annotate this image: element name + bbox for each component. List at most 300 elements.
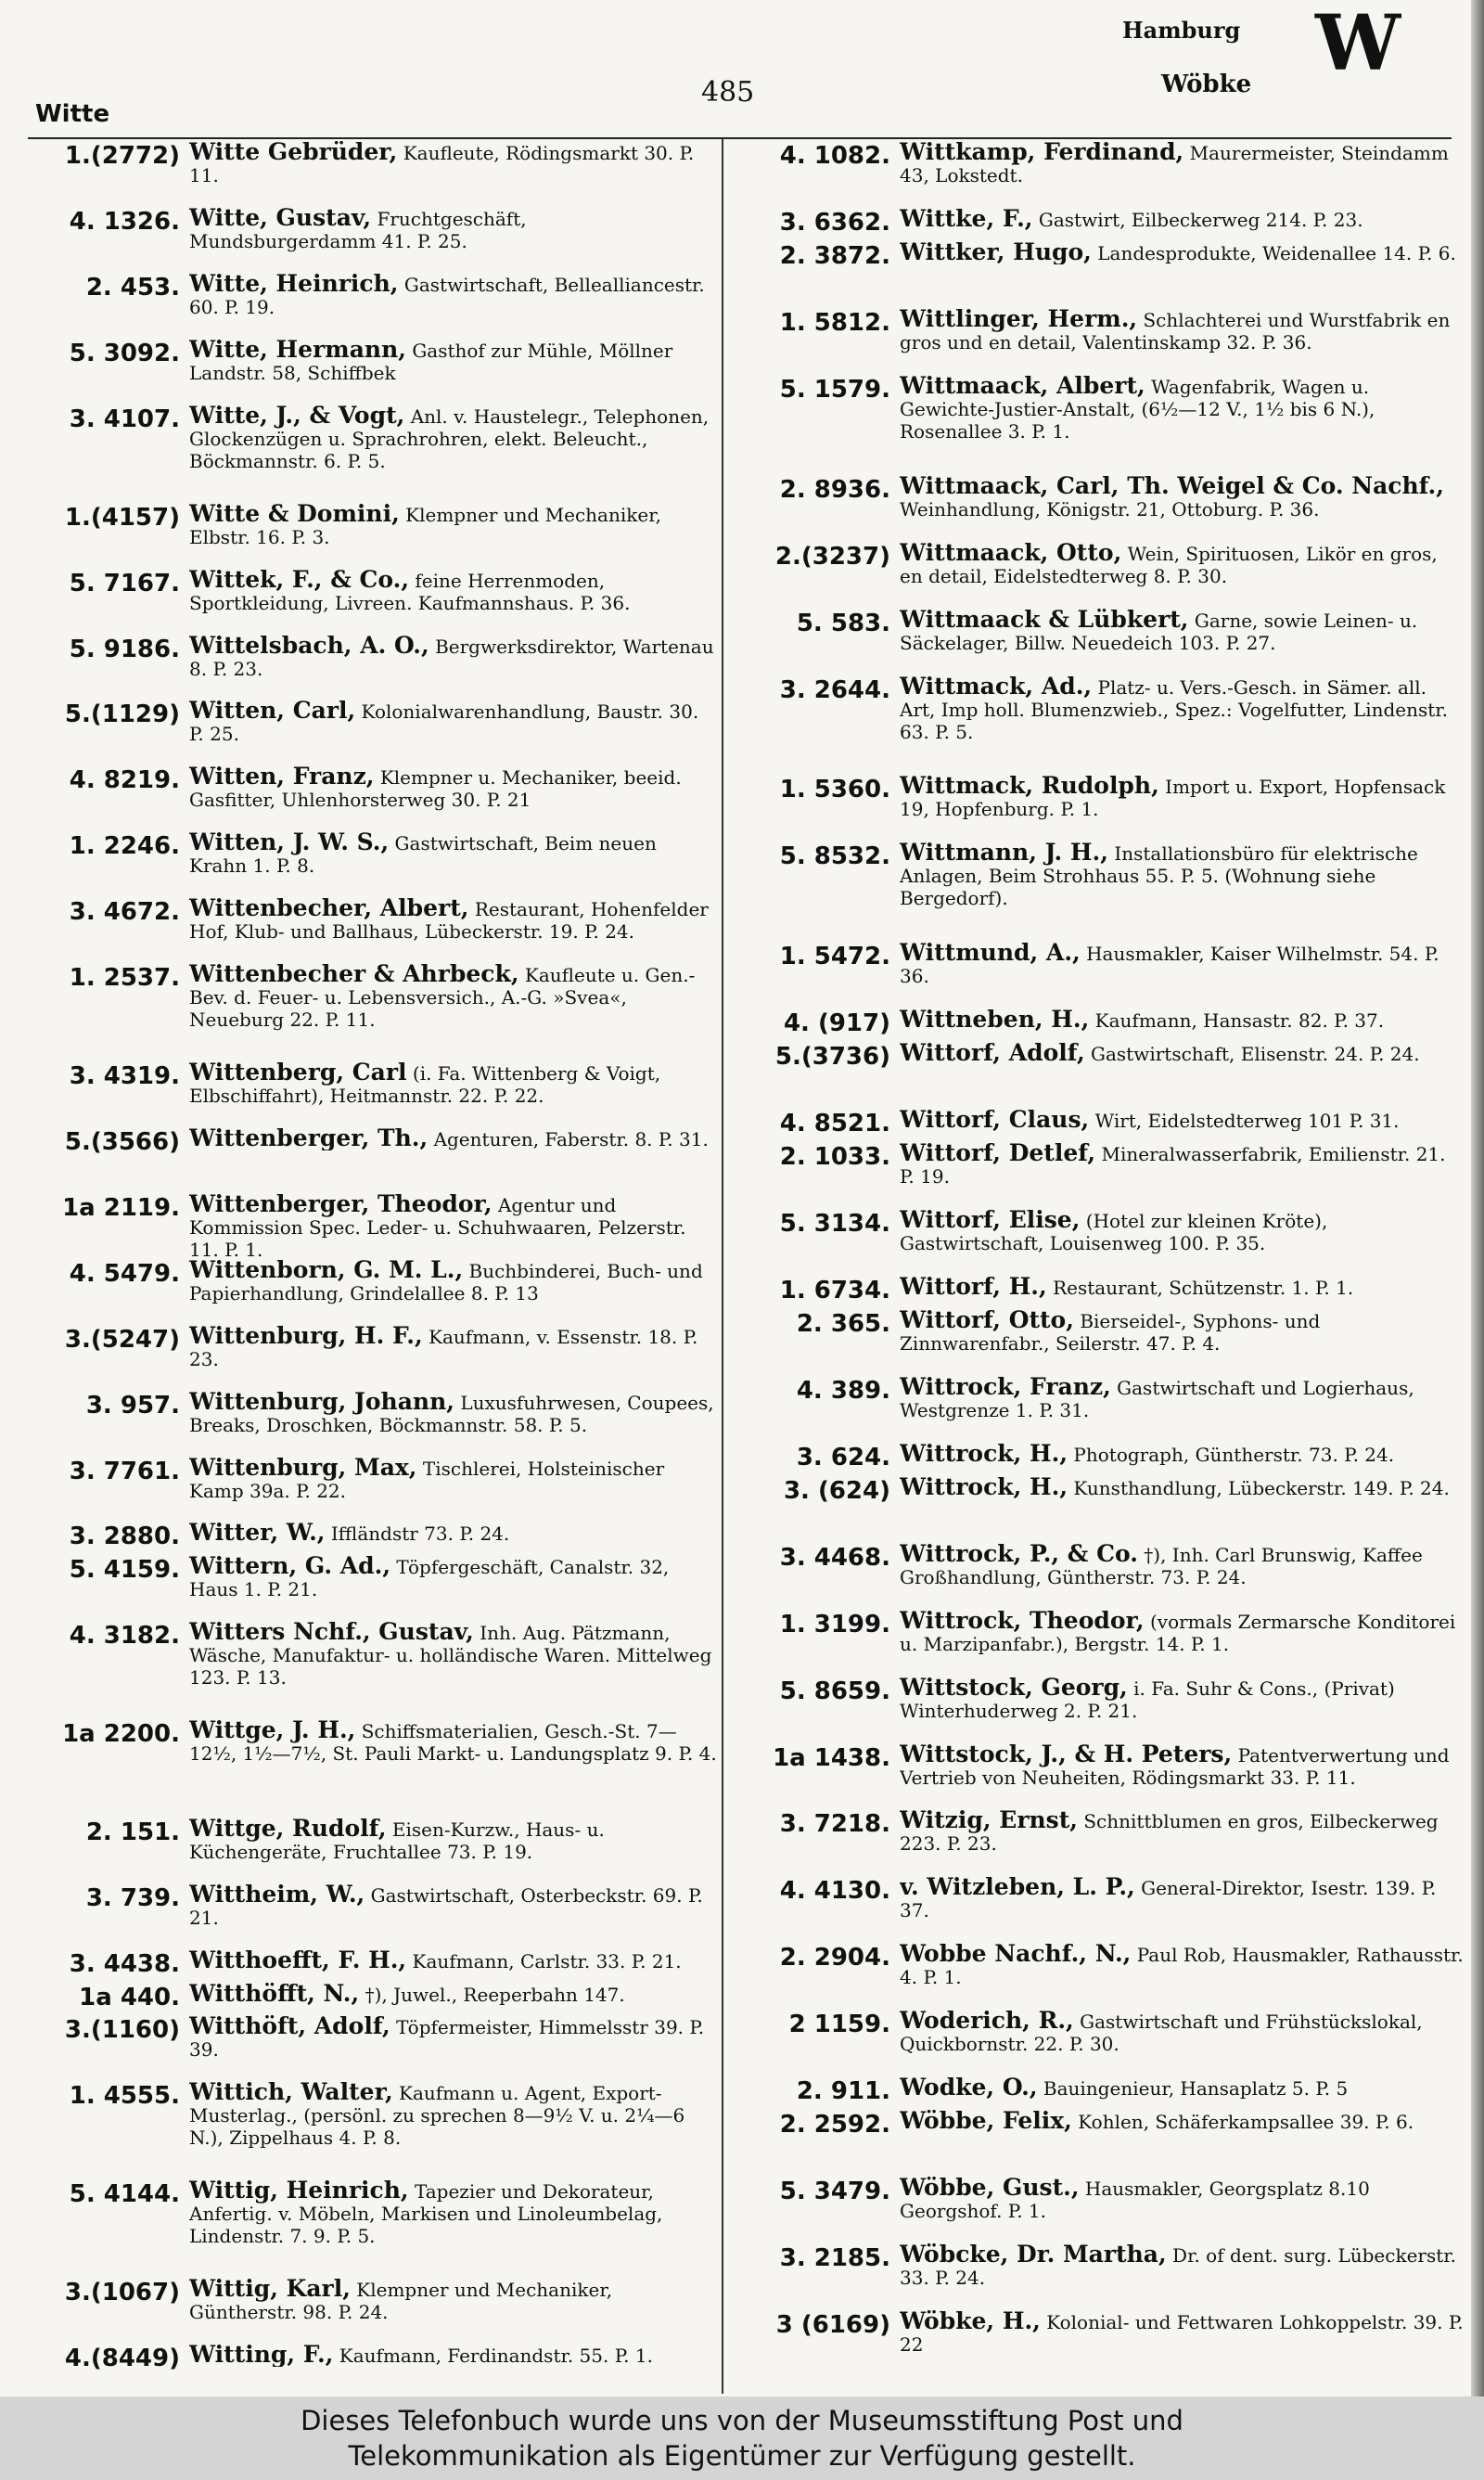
directory-entry <box>32 963 718 1061</box>
directory-entry <box>32 207 718 273</box>
directory-entry <box>742 2110 1465 2177</box>
entry-details: Restaurant, Hohenfelder Hof, Klub- und Ballhaus, Lübeckerstr. 19. P. 24. <box>189 898 709 944</box>
entry-details: Kolonial- und Fettwaren Lohkoppelstr. 39. P. 22 <box>900 2310 1464 2356</box>
column-divider <box>722 139 723 2394</box>
directory-entry <box>32 1325 718 1391</box>
entry-details: feine Herrenmoden, Sportkleidung, Livreen. Kaufmannshaus. P. 36. <box>189 569 631 614</box>
directory-entry <box>32 1522 718 1554</box>
entry-name: Wittke, F., <box>900 207 1033 231</box>
entry-name: Wöbbe, Felix, <box>900 2110 1072 2134</box>
header-left-keyword: Witte <box>35 100 110 128</box>
phone-number: 3. 4107. <box>69 405 180 433</box>
phone-number: 1. 5812. <box>779 308 890 337</box>
directory-entry <box>742 1376 1465 1443</box>
phone-number: 3. 4438. <box>69 1950 180 1979</box>
entry-name: Wittmann, J. H., <box>900 842 1108 867</box>
entry-name: Wobbe Nachf., N., <box>900 1943 1132 1968</box>
phone-number: 2. 453. <box>85 273 180 302</box>
directory-entry <box>32 1949 718 1982</box>
entry-name: Witter, W., <box>189 1522 326 1546</box>
phone-number: 5. 4144. <box>69 2180 180 2209</box>
directory-entry <box>742 208 1465 241</box>
phone-number: 1. 5472. <box>779 943 890 971</box>
entry-text <box>189 1983 718 2006</box>
directory-entry <box>32 1621 718 1719</box>
entry-details: Maurermeister, Steindamm 43, Lokstedt. <box>900 142 1449 186</box>
entry-details: Klempner und Mechaniker, Güntherstr. 98. P. 24. <box>189 2279 613 2324</box>
entry-text <box>189 1621 718 1689</box>
phone-number: 5. 3092. <box>69 339 180 367</box>
directory-entry <box>742 308 1465 375</box>
header-right-keyword: Wöbke <box>1161 71 1252 98</box>
entry-details: General-Direktor, Isestr. 139. P. 37. <box>900 1877 1437 1922</box>
directory-entry <box>32 141 718 207</box>
entry-text <box>900 1443 1465 1466</box>
phone-number: 4. 4130. <box>779 1877 890 1906</box>
entry-name: Witte Gebrüder, <box>189 141 398 165</box>
entry-name: Witten, J. W. S., <box>189 831 390 856</box>
entry-details: i. Fa. Suhr & Cons., (Privat) Winterhuderweg 2. P. 21. <box>900 1677 1395 1722</box>
entry-name: Wittorf, Adolf, <box>900 1042 1085 1066</box>
entry-name: Wittmaack, Otto, <box>900 541 1122 566</box>
entry-details: (i. Fa. Wittenberg & Voigt, Elbschiffahrt), Heitmannstr. 22. P. 22. <box>189 1062 661 1108</box>
entry-name: Wittker, Hugo, <box>900 240 1092 264</box>
entry-name: Wittmaack, Albert, <box>900 374 1145 399</box>
phone-number: 5. 8659. <box>779 1677 890 1705</box>
phone-number: 5. 9186. <box>69 635 180 663</box>
entry-name: Wittmaack, Carl, Th. Weigel & Co. Nachf., <box>900 474 1444 499</box>
entry-name: Wodke, O., <box>900 2076 1038 2101</box>
entry-name: Wittorf, H., <box>900 1275 1047 1299</box>
entry-text <box>189 273 718 318</box>
entry-name: Wittenburg, H. F., <box>189 1324 423 1349</box>
entry-name: Witthöft, Adolf, <box>189 2014 390 2039</box>
entry-name: Wittorf, Detlef, <box>900 1142 1096 1167</box>
entry-text <box>900 1809 1465 1855</box>
entry-text <box>900 1743 1465 1789</box>
entry-text <box>189 765 718 811</box>
entry-name: Wittern, G. Ad., <box>189 1554 391 1579</box>
entry-details: Dr. of dent. surg. Lübeckerstr. 33. P. 24. <box>900 2244 1456 2290</box>
directory-entry <box>32 405 718 503</box>
entry-name: Wittrock, H., <box>900 1442 1068 1466</box>
entry-details: Tischlerei, Holsteinischer Kamp 39a. P. 22. <box>189 1457 665 1502</box>
entry-details: Kolonialwarenhandlung, Baustr. 30. P. 25. <box>189 700 699 746</box>
entry-details: Kaufmann, v. Essenstr. 18. P. 23. <box>189 1325 698 1370</box>
phone-number: 3. 4319. <box>69 1062 180 1091</box>
entry-text <box>189 1193 718 1261</box>
entry-details: Hausmakler, Georgsplatz 8.10 Georgshof. P. 1. <box>900 2178 1370 2223</box>
entry-name: Wittrock, P., & Co. <box>900 1542 1138 1567</box>
entry-text <box>189 2278 718 2323</box>
entry-details: Fruchtgeschäft, Mundsburgerdamm 41. P. 25. <box>189 207 527 252</box>
entry-text <box>900 1943 1465 1988</box>
directory-entry <box>32 273 718 339</box>
entry-details: Kaufleute, Rödingsmarkt 30. P. 11. <box>189 142 695 186</box>
entry-details: Weinhandlung, Königstr. 21, Ottoburg. P. 36. <box>900 497 1320 520</box>
entry-text <box>900 1309 1465 1355</box>
entry-details: Gastwirtschaft, Bellealliancestr. 60. P. 19. <box>189 273 705 318</box>
page-number: 485 <box>701 76 755 109</box>
entry-text <box>189 503 718 548</box>
phone-number: 4. (917) <box>783 1009 890 1038</box>
phone-number: 3 (6169) <box>775 2310 890 2339</box>
entry-details: Kaufmann, Ferdinandstr. 55. P. 1. <box>339 2345 653 2368</box>
phone-number: 4. 389. <box>796 1376 890 1405</box>
entry-details: Agentur und Kommission Spec. Leder- u. Schuhwaaren, Pelzerstr. 11. P. 1. <box>189 1194 686 1261</box>
entry-text <box>900 475 1465 520</box>
entry-name: Wittorf, Claus, <box>900 1109 1090 1133</box>
entry-text <box>900 842 1465 909</box>
entry-text <box>189 700 718 745</box>
entry-name: Witting, F., <box>189 2344 334 2368</box>
entry-name: Wittkamp, Ferdinand, <box>900 141 1184 165</box>
entry-details: Klempner und Mechaniker, Elbstr. 16. P. 3. <box>189 503 661 548</box>
phone-number: 3. 957. <box>85 1391 180 1420</box>
phone-number: 5.(3736) <box>774 1043 890 1072</box>
directory-entry <box>742 1276 1465 1309</box>
entry-text <box>189 2081 718 2149</box>
phone-number: 5.(3566) <box>64 1128 180 1157</box>
entry-text <box>900 1142 1465 1188</box>
right-column <box>742 141 1465 2377</box>
directory-entry <box>742 1610 1465 1677</box>
entry-name: Witzig, Ernst, <box>900 1809 1078 1834</box>
entry-name: Wittenbecher & Ahrbeck, <box>189 962 519 987</box>
entry-text <box>189 963 718 1031</box>
entry-details: †), Inh. Carl Brunswig, Kaffee Großhandlung, Güntherstr. 73. P. 24. <box>900 1543 1423 1588</box>
entry-text <box>189 569 718 614</box>
directory-entry <box>32 765 718 831</box>
phone-number: 1. 2537. <box>69 963 180 992</box>
phone-number: 1a 440. <box>79 1983 180 2011</box>
entry-name: Witten, Carl, <box>189 700 356 725</box>
entry-text <box>900 1876 1465 1921</box>
entry-details: Bierseidel-, Syphons- und Zinnwarenfabr., Seilerstr. 47. P. 4. <box>900 1309 1321 1355</box>
entry-name: Wittig, Heinrich, <box>189 2179 409 2204</box>
phone-number: 5. 7167. <box>69 569 180 598</box>
phone-number: 1a 2200. <box>62 1720 180 1748</box>
entry-name: Witte, Gustav, <box>189 206 372 231</box>
entry-details: Installationsbüro für elektrische Anlagen, Beim Strohhaus 55. P. 5. (Wohnung siehe Bergedorf). <box>900 842 1418 910</box>
directory-entry <box>742 2310 1465 2377</box>
directory-entry <box>32 1127 718 1193</box>
entry-details: Wirt, Eidelstedterweg 101 P. 31. <box>1094 1110 1400 1133</box>
entry-text <box>900 1677 1465 1722</box>
entry-details: Gastwirtschaft und Logierhaus, Westgrenze 1. P. 31. <box>900 1376 1414 1421</box>
entry-details: Schiffsmaterialien, Gesch.-St. 7—12½, 1½—7½, St. Pauli Markt- u. Landungsplatz 9. P. 4. <box>189 1720 717 1765</box>
directory-entry <box>742 1309 1465 1376</box>
entry-text <box>900 1009 1465 1032</box>
phone-number: 5. 583. <box>796 609 890 637</box>
phone-number: 5. 4159. <box>69 1555 180 1584</box>
entry-text <box>900 2110 1465 2133</box>
entry-text <box>900 2310 1465 2356</box>
entry-details: Hausmakler, Kaiser Wilhelmstr. 54. P. 36. <box>900 943 1439 988</box>
entry-name: Wittelsbach, A. O., <box>189 634 429 659</box>
entry-details: Kunsthandlung, Lübeckerstr. 149. P. 24. <box>1073 1476 1450 1499</box>
entry-details: Garne, sowie Leinen- u. Säckelager, Billw. Neuedeich 103. P. 27. <box>900 609 1418 654</box>
entry-text <box>189 1457 718 1502</box>
entry-details: Gastwirtschaft, Osterbeckstr. 69. P. 21. <box>189 1884 703 1930</box>
phone-number: 1. 4555. <box>69 2081 180 2110</box>
directory-entry <box>742 1809 1465 1876</box>
entry-name: Wittenberger, Th., <box>189 1127 429 1151</box>
entry-name: Wöbke, H., <box>900 2309 1041 2334</box>
phone-number: 3. 624. <box>796 1443 890 1471</box>
entry-text <box>189 1719 718 1765</box>
entry-name: Wittig, Karl, <box>189 2278 351 2303</box>
entry-details: Gastwirtschaft und Frühstückslokal, Quickbornstr. 22. P. 30. <box>900 2011 1423 2056</box>
entry-text <box>900 942 1465 987</box>
entry-details: Kohlen, Schäferkampsallee 39. P. 6. <box>1078 2111 1414 2134</box>
entry-text <box>900 1476 1465 1499</box>
phone-number: 4. 1326. <box>69 207 180 236</box>
directory-entry <box>742 1677 1465 1743</box>
directory-entry <box>742 842 1465 942</box>
phone-number: 4. 8521. <box>779 1110 890 1138</box>
directory-entry <box>32 2081 718 2179</box>
phone-number: 3.(1067) <box>64 2279 180 2307</box>
directory-entry <box>32 1883 718 1949</box>
directory-entry <box>32 635 718 700</box>
phone-number: 3. 4468. <box>779 1543 890 1572</box>
directory-entry <box>742 241 1465 308</box>
entry-name: Wittenberger, Theodor, <box>189 1193 493 1217</box>
phone-number: 1.(4157) <box>64 503 180 532</box>
directory-entry <box>742 1543 1465 1610</box>
entry-name: Witters Nchf., Gustav, <box>189 1620 474 1645</box>
directory-entry <box>742 609 1465 675</box>
directory-entry <box>32 569 718 635</box>
directory-entry <box>32 1818 718 1883</box>
phone-number: 4.(8449) <box>64 2345 180 2373</box>
phone-number: 2. 911. <box>796 2077 890 2106</box>
entry-name: Witthöfft, N., <box>189 1982 360 2006</box>
entry-name: Wittheim, W., <box>189 1883 365 1908</box>
entry-text <box>189 2344 718 2367</box>
footer-line-2: Telekommunikation als Eigentümer zur Verfügung gestellt. <box>348 2440 1136 2472</box>
directory-entry <box>742 542 1465 609</box>
directory-entry <box>742 375 1465 475</box>
entry-details: Kaufleute u. Gen.-Bev. d. Feuer- u. Lebensversich., A.-G. »Svea«, Neueburg 22. P. 11. <box>189 963 696 1031</box>
entry-name: Wittmaack & Lübkert, <box>900 608 1189 633</box>
directory-entry <box>32 2015 718 2081</box>
entry-details: Gastwirtschaft, Elisenstr. 24. P. 24. <box>1091 1043 1420 1066</box>
entry-name: Wöbcke, Dr. Martha, <box>900 2243 1167 2268</box>
entry-text <box>189 1883 718 1929</box>
header-letter: W <box>1315 0 1401 88</box>
directory-entry <box>742 775 1465 842</box>
entry-details: Bergwerksdirektor, Wartenau 8. P. 23. <box>189 635 714 680</box>
entry-text <box>189 831 718 877</box>
directory-entry <box>32 503 718 569</box>
phone-number: 1. 6734. <box>779 1276 890 1304</box>
phone-number: 3. 4672. <box>69 898 180 927</box>
entry-name: Witte, J., & Vogt, <box>189 404 405 429</box>
entry-name: Wittorf, Otto, <box>900 1308 1074 1333</box>
directory-entry <box>742 1443 1465 1476</box>
entry-details: Restaurant, Schützenstr. 1. P. 1. <box>1053 1276 1354 1299</box>
entry-details: Mineralwasserfabrik, Emilienstr. 21. P. 19. <box>900 1143 1446 1189</box>
footer-notice <box>0 2396 1484 2480</box>
entry-text <box>900 2076 1465 2100</box>
directory-entry <box>32 1259 718 1325</box>
entry-details: Inh. Aug. Pätzmann, Wäsche, Manufaktur- u. holländische Waren. Mittelweg 123. P. 13. <box>189 1621 712 1689</box>
entry-name: Witten, Franz, <box>189 765 375 790</box>
phone-number: 1.(2772) <box>64 142 180 170</box>
entry-name: Wittmack, Ad., <box>900 675 1093 700</box>
phone-number: 3. 2644. <box>779 675 890 704</box>
phone-number: 2. 151. <box>85 1818 180 1847</box>
header-rule <box>28 137 1452 139</box>
phone-number: 5. 3134. <box>779 1210 890 1238</box>
page-edge <box>1471 0 1484 2396</box>
directory-entry <box>742 1042 1465 1109</box>
phone-number: 2. 365. <box>796 1309 890 1338</box>
entry-details: Landesprodukte, Weidenallee 14. P. 6. <box>1097 241 1456 264</box>
directory-entry <box>742 2076 1465 2110</box>
phone-number: 4. 8219. <box>69 766 180 795</box>
entry-name: Wittstock, Georg, <box>900 1676 1128 1701</box>
entry-name: Wittmack, Rudolph, <box>900 775 1159 800</box>
entry-details: †), Juwel., Reeperbahn 147. <box>365 1983 625 2006</box>
entry-text <box>189 1818 718 1863</box>
directory-entry <box>32 1457 718 1523</box>
entry-text <box>900 308 1465 353</box>
phone-number: 2. 8936. <box>779 475 890 504</box>
phone-number: 2. 2904. <box>779 1944 890 1972</box>
directory-entry <box>32 700 718 765</box>
entry-text <box>900 208 1465 231</box>
directory-entry <box>742 1876 1465 1943</box>
entry-text <box>189 897 718 943</box>
entry-name: Wittge, J. H., <box>189 1719 356 1743</box>
entry-details: Bauingenieur, Hansaplatz 5. P. 5 <box>1043 2077 1349 2101</box>
entry-text <box>189 1061 718 1107</box>
entry-text <box>900 241 1465 264</box>
phone-number: 4. 3182. <box>69 1621 180 1650</box>
entry-text <box>900 1109 1465 1132</box>
entry-text <box>189 1949 718 1972</box>
phone-number: 4. 1082. <box>779 142 890 170</box>
phone-number: 1a 2119. <box>62 1194 180 1222</box>
entry-details: Anl. v. Haustelegr., Telephonen, Glockenzügen u. Sprachrohren, elekt. Beleucht., Böckmannstr. 6. P. 5. <box>189 405 710 472</box>
entry-details: Eisen-Kurzw., Haus- u. Küchengeräte, Fruchtallee 73. P. 19. <box>189 1818 605 1864</box>
phone-number: 3.(1160) <box>64 2015 180 2044</box>
entry-name: Wittenburg, Johann, <box>189 1390 454 1415</box>
entry-text <box>189 2015 718 2061</box>
directory-entry <box>32 2179 718 2278</box>
entry-details: Töpfermeister, Himmelsstr 39. P. 39. <box>189 2015 705 2061</box>
entry-details: Gastwirt, Eilbeckerweg 214. P. 23. <box>1038 208 1363 231</box>
entry-name: Wittge, Rudolf, <box>189 1818 387 1843</box>
directory-entry <box>32 339 718 405</box>
directory-entry <box>742 2177 1465 2243</box>
entry-name: Wittrock, Theodor, <box>900 1609 1145 1634</box>
left-column <box>32 141 718 2377</box>
phone-number: 2. 3872. <box>779 241 890 270</box>
directory-entry <box>742 2243 1465 2310</box>
entry-text <box>189 635 718 680</box>
entry-text <box>900 2010 1465 2055</box>
entry-text <box>189 141 718 186</box>
directory-entry <box>32 897 718 963</box>
entry-text <box>900 141 1465 186</box>
directory-entry <box>742 1743 1465 1810</box>
entry-name: Witte, Hermann, <box>189 338 406 363</box>
entry-text <box>189 1325 718 1370</box>
entry-name: Wöbbe, Gust., <box>900 2177 1080 2202</box>
entry-name: Wittich, Walter, <box>189 2080 393 2105</box>
entry-name: Wittstock, J., & H. Peters, <box>900 1742 1233 1767</box>
entry-text <box>189 1555 718 1600</box>
entry-text <box>900 1209 1465 1254</box>
entry-details: Iffländstr 73. P. 24. <box>330 1523 510 1546</box>
directory-entry <box>742 1943 1465 2010</box>
entry-details: Kaufmann, Hansastr. 82. P. 37. <box>1094 1009 1385 1033</box>
entry-details: Paul Rob, Hausmakler, Rathausstr. 4. P. 1. <box>900 1944 1464 1989</box>
entry-details: Platz- u. Vers.-Gesch. in Sämer. all. Art, Imp holl. Blumenzwieb., Spez.: Vogelfutter, Lindenstr. 63. P. 5. <box>900 675 1449 743</box>
entry-name: Wittenburg, Max, <box>189 1456 417 1481</box>
directory-entry <box>32 1193 718 1259</box>
entry-details: Kaufmann, Carlstr. 33. P. 21. <box>412 1950 682 1973</box>
phone-number: 2. 1033. <box>779 1143 890 1172</box>
directory-entry <box>742 1142 1465 1209</box>
directory-entry <box>32 831 718 897</box>
directory-entry <box>742 675 1465 776</box>
entry-text <box>900 1610 1465 1655</box>
entry-text <box>189 1259 718 1304</box>
entry-name: Wittenberg, Carl <box>189 1061 407 1086</box>
directory-entry <box>742 2010 1465 2076</box>
directory-entry <box>742 942 1465 1009</box>
directory-entry <box>32 2344 718 2376</box>
phone-number: 3. (624) <box>783 1476 890 1505</box>
entry-text <box>900 2243 1465 2289</box>
phone-number: 3. 739. <box>85 1884 180 1913</box>
entry-text <box>900 1543 1465 1588</box>
phone-number: 2 1159. <box>788 2011 890 2039</box>
phone-number: 3.(5247) <box>64 1325 180 1354</box>
directory-entry <box>32 1061 718 1127</box>
phone-number: 1a 1438. <box>773 1743 890 1772</box>
phone-number: 5. 8532. <box>779 842 890 871</box>
entry-name: Witte, Heinrich, <box>189 272 399 297</box>
entry-text <box>900 2177 1465 2222</box>
phone-number: 1. 3199. <box>779 1610 890 1638</box>
entry-details: (vormals Zermarsche Konditorei u. Marzipanfabr.), Bergstr. 14. P. 1. <box>900 1610 1456 1655</box>
entry-text <box>189 207 718 252</box>
entry-details: Import u. Export, Hopfensack 19, Hopfenburg. P. 1. <box>900 776 1446 821</box>
entry-text <box>900 1376 1465 1421</box>
entry-name: Wittorf, Elise, <box>900 1209 1081 1233</box>
phone-number: 3. 7761. <box>69 1457 180 1485</box>
entry-text <box>189 1391 718 1436</box>
entry-text <box>900 375 1465 443</box>
entry-details: Photograph, Güntherstr. 73. P. 24. <box>1073 1443 1395 1466</box>
entry-name: Wittrock, Franz, <box>900 1375 1111 1400</box>
entry-name: Wittrock, H., <box>900 1475 1068 1499</box>
entry-details: Wagenfabrik, Wagen u. Gewichte-Justier-Anstalt, (6½—12 V., 1½ bis 6 N.), Rosenallee 3. P. 1. <box>900 375 1375 443</box>
entry-name: Wittlinger, Herm., <box>900 307 1138 332</box>
phone-number: 3. 2880. <box>69 1523 180 1551</box>
entry-name: Witthoefft, F. H., <box>189 1949 407 1973</box>
phone-number: 2. 2592. <box>779 2111 890 2139</box>
entry-text <box>189 2179 718 2247</box>
directory-entry <box>32 2278 718 2344</box>
phone-number: 5. 1579. <box>779 375 890 404</box>
